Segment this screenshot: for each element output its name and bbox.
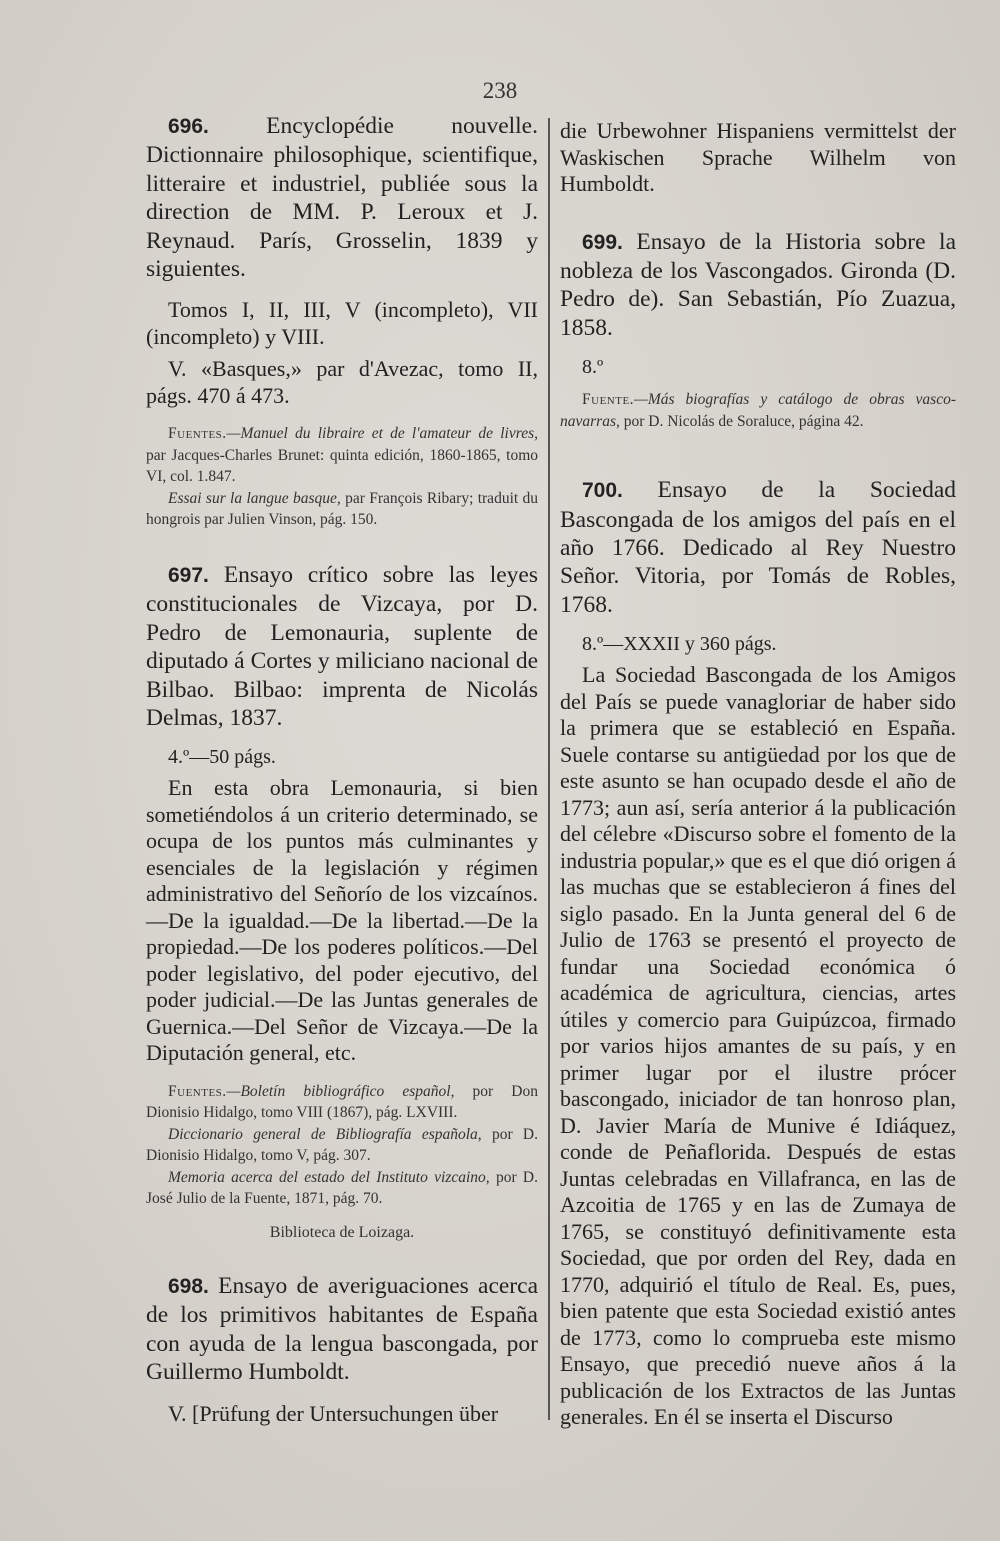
entry-title: Ensayo de averiguaciones acerca de los primitivos habitantes de España con ayuda de la lengua bascongada, por Guillermo Humboldt. (146, 1272, 538, 1386)
entry-698-continuation: die Urbewohner Hispaniens vermittelst der Waskischen Sprache Wilhelm von Humboldt. (560, 118, 956, 196)
source-title: Diccionario general de Bibliografía española, (168, 1125, 482, 1143)
source-detail: par Jacques-Charles Brunet: quinta edición, 1860-1865, tomo VI, col. 1.847. (146, 446, 538, 486)
source-detail: por Don Dionisio Hidalgo, tomo VIII (1867), pág. LXVIII. (146, 1082, 538, 1122)
entry-697-format: 4.º—50 págs. (168, 746, 276, 769)
entry-697-heading (146, 561, 538, 732)
sources-label: Fuentes. (168, 425, 227, 443)
entry-696-note: V. «Basques,» par d'Avezac, tomo II, págs. 470 á 473. (146, 356, 538, 408)
entry-699-source (560, 389, 956, 432)
entry-696-source-1 (146, 423, 538, 488)
page-number: 238 (482, 78, 518, 103)
entry-700-heading (560, 476, 956, 619)
source-detail: por D. José Julio de la Fuente, 1871, pág. 70. (146, 1168, 538, 1208)
entry-700-description: La Sociedad Bascongada de los Amigos del País se puede vanagloriar de haber sido la primera que se estableció en España. Suele contarse su antigüedad por los que de este asunto se han ocupado desde el año de 1773; aun así, sería anterior á la publicación del célebre «Discurso sobre el fomento de la industria popular,» que es el que dió origen á las muchas que se establecieron á fines del siglo pasado. En la Junta general del 6 de Julio de 1763 se presentó el proyecto de fundar una Sociedad económica ó académica de agricultura, ciencias, artes útiles y comercio para Guipúzcoa, firmado por varios hijos amantes de su país, y en primer lugar por el ilustre prócer bascongado, iniciador de tan honroso plan, D. Javier María de Munive é Idiáquez, conde de Peñaflorida. Después de estas Juntas celebradas en Villafranca, en las de Azcoitia de 1765 y en las de Zumaya de 1765, se constituyó definitivamente esta Sociedad, que por orden del Rey, dada en 1770, adquirió el título de Real. Es, pues, bien patente que esta Sociedad existió antes de 1773, como lo comprueba este mismo Ensayo, que precedió nueve años á la publicación de los Extractos de las Juntas generales. En él se inserta el Discurso (560, 662, 956, 1430)
column-divider (548, 118, 550, 1420)
right-column (560, 112, 956, 1431)
entry-698-heading (146, 1272, 538, 1387)
entry-title: Ensayo de la Historia sobre la nobleza de los Vascongados. Gironda (D. Pedro de). San Sebastián, Pío Zuazua, 1858. (560, 228, 957, 341)
source-detail: por D. Dionisio Hidalgo, tomo V, pág. 307. (146, 1125, 539, 1165)
entry-number: 696. (168, 115, 209, 138)
entry-697-source-2 (146, 1124, 538, 1167)
source-title: —Manuel du libraire et de l'amateur de livres, (226, 425, 538, 443)
entry-number: 698. (168, 1274, 209, 1298)
left-column (146, 112, 538, 1427)
entry-title: Ensayo crítico sobre las leyes constitucionales de Vizcaya, por D. Pedro de Lemonauria, suplente de diputado á Cortes y miliciano nacional de Bilbao. Bilbao: imprenta de Nicolás Delmas, 1837. (146, 561, 539, 731)
entry-title: Ensayo de la Sociedad Bascongada de los amigos del país en el año 1766. Dedicado al Rey Nuestro Señor. Vitoria, por Tomás de Robles, 1768. (560, 477, 956, 618)
entry-696-heading (146, 112, 538, 283)
entry-697-source-1 (146, 1081, 538, 1124)
entry-699-heading (560, 228, 956, 343)
entry-697-library: Biblioteca de Loizaga. (269, 1223, 415, 1241)
source-title: Memoria acerca del estado del Instituto vizcaino, (168, 1168, 490, 1186)
entry-700-format: 8.º—XXXII y 360 págs. (582, 633, 777, 656)
entry-699-format: 8.º (582, 356, 604, 379)
sources-label: Fuentes. (168, 1082, 227, 1100)
sources-label: Fuente. (582, 391, 635, 409)
source-detail: par François Ribary; traduit du hongrois par Julien Vinson, pág. 150. (146, 489, 539, 529)
entry-697-source-3 (146, 1167, 538, 1210)
entry-title: Encyclopédie nouvelle. Dictionnaire philosophique, scientifique, litteraire et industriel, publiée sous la direction de MM. P. Leroux et J. Reynaud. París, Grosselin, 1839 y siguientes. (146, 113, 538, 283)
entry-698-note: V. [Prüfung der Untersuchungen über (168, 1400, 499, 1426)
entry-number: 697. (168, 563, 209, 587)
source-detail: por D. Nicolás de Soraluce, página 42. (619, 412, 864, 430)
source-title: —Más biografías y catálogo de obras vasco-navarras, (560, 391, 956, 430)
entry-number: 700. (582, 479, 623, 503)
source-title: —Boletín bibliográfico español, (226, 1082, 455, 1100)
source-title: Essai sur la langue basque, (168, 489, 341, 507)
entry-697-description: En esta obra Lemonauria, si bien sometiéndolos á un criterio determinado, se ocupa de los puntos más culminantes y esenciales de la legislación y régimen administrativo del Señorío de los vizcaínos.—De la igualdad.—De la libertad.—De la propiedad.—De los poderes políticos.—Del poder legislativo, del poder ejecutivo, del poder judicial.—De las Juntas generales de Guernica.—Del Señor de Vizcaya.—De la Diputación general, etc. (146, 775, 538, 1066)
entry-696-volumes: Tomos I, II, III, V (incompleto), VII (incompleto) y VIII. (146, 297, 538, 349)
entry-number: 699. (582, 230, 623, 254)
entry-696-source-2 (146, 488, 538, 531)
